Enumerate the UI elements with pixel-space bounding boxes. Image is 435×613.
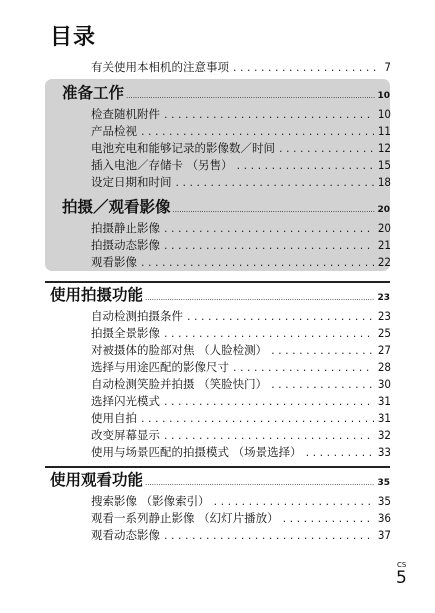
dot-leader [164,238,374,253]
toc-entry-label: 选择闪光模式 [91,394,160,408]
dot-leader [233,360,374,375]
toc-entry[interactable] [91,325,391,341]
toc-entry[interactable] [91,59,391,75]
toc-entry-page: 15 [377,158,391,172]
section-title: 准备工作 [62,84,125,102]
toc-entry[interactable] [91,308,391,324]
toc-entry-page: 11 [377,124,391,138]
toc-entry[interactable] [91,376,391,392]
toc-entry-page: 25 [377,326,391,340]
toc-entry-label: 使用自拍 [91,411,137,425]
toc-entry[interactable] [91,220,391,236]
dot-leader [279,141,374,156]
toc-entry-page: 37 [377,528,391,542]
toc-entry-label: 拍摄动态影像 [91,238,160,252]
toc-entry-page: 28 [377,360,391,374]
toc-entry-label: 观看一系列静止影像 （幻灯片播放） [91,511,279,525]
toc-entry[interactable] [91,410,391,426]
dot-leader [164,107,374,122]
toc-entry-label: 改变屏幕显示 [91,428,160,442]
toc-entry[interactable] [91,140,391,156]
toc-entry-page: 7 [384,60,391,74]
dot-leader [271,377,374,392]
dot-leader [173,199,376,218]
dot-leader [164,528,374,543]
toc-entry[interactable] [91,254,391,270]
toc-entry-label: 电池充电和能够记录的影像数／时间 [91,141,275,155]
toc-entry-label: 观看影像 [91,255,137,269]
toc-entry-label: 自动检测拍摄条件 [91,309,183,323]
dot-leader [126,85,375,104]
dot-leader [145,472,375,491]
toc-entry[interactable] [91,427,391,443]
section-heading[interactable] [50,469,390,491]
section-heading[interactable] [50,284,390,306]
toc-entry[interactable] [91,510,391,526]
page-number: 5 [396,568,407,588]
toc-entry-page: 31 [377,411,391,425]
toc-entry-label: 有关使用本相机的注意事项 [91,60,229,74]
language-code: CS [397,561,407,569]
dot-leader [214,494,374,509]
dot-leader [237,158,374,173]
dot-leader [164,326,374,341]
toc-entry-page: 33 [377,445,391,459]
toc-entry-label: 拍摄静止影像 [91,221,160,235]
toc-entry-page: 30 [377,377,391,391]
toc-entry-page: 23 [377,309,391,323]
toc-entry[interactable] [91,527,391,543]
toc-entry-label: 搜索影像 （影像索引） [91,494,210,508]
section-title: 拍摄／观看影像 [62,198,171,216]
page-title: 目录 [50,25,97,50]
toc-entry-label: 自动检测笑脸并拍摄 （笑脸快门） [91,377,268,391]
toc-entry[interactable] [91,444,391,460]
toc-entry-page: 22 [377,255,391,269]
section-rule [45,281,390,283]
toc-entry[interactable] [91,157,391,173]
section-page: 10 [377,91,390,101]
dot-leader [164,221,374,236]
section-title: 使用观看功能 [50,471,144,489]
toc-entry-label: 选择与用途匹配的影像尺寸 [91,360,229,374]
dot-leader [306,445,374,460]
toc-entry-label: 对被摄体的脸部对焦 （人脸检测） [91,343,268,357]
dot-leader [164,394,374,409]
dot-leader [141,124,374,139]
toc-entry-label: 观看动态影像 [91,528,160,542]
toc-entry-label: 检查随机附件 [91,107,160,121]
section-page: 23 [377,293,390,303]
dot-leader [271,343,374,358]
toc-entry-label: 产品检视 [91,124,137,138]
toc-entry-page: 10 [377,107,391,121]
toc-entry[interactable] [91,123,391,139]
toc-entry-page: 31 [377,394,391,408]
toc-entry-label: 插入电池／存储卡 （另售） [91,158,233,172]
toc-entry-page: 32 [377,428,391,442]
section-heading[interactable] [62,196,390,218]
toc-entry-label: 拍摄全景影像 [91,326,160,340]
toc-entry-page: 21 [377,238,391,252]
section-title: 使用拍摄功能 [50,286,144,304]
toc-entry-page: 27 [377,343,391,357]
toc-entry[interactable] [91,106,391,122]
toc-entry[interactable] [91,342,391,358]
dot-leader [187,309,374,324]
toc-entry-page: 18 [377,175,391,189]
toc-entry-label: 使用与场景匹配的拍摄模式 （场景选择） [91,445,302,459]
section-page: 20 [377,205,390,215]
toc-entry[interactable] [91,493,391,509]
toc-entry[interactable] [91,174,391,190]
dot-leader [141,255,374,270]
section-rule [45,466,390,468]
toc-entry-label: 设定日期和时间 [91,175,172,189]
section-heading[interactable] [62,82,390,104]
toc-entry-page: 20 [377,221,391,235]
toc-entry[interactable] [91,359,391,375]
dot-leader [141,411,374,426]
dot-leader [164,428,374,443]
dot-leader [176,175,374,190]
toc-entry-page: 35 [377,494,391,508]
toc-entry[interactable] [91,237,391,253]
toc-entry-page: 12 [377,141,391,155]
section-page: 35 [377,478,390,488]
toc-entry[interactable] [91,393,391,409]
dot-leader [283,511,374,526]
dot-leader [233,60,377,75]
dot-leader [145,287,375,306]
toc-entry-page: 36 [377,511,391,525]
